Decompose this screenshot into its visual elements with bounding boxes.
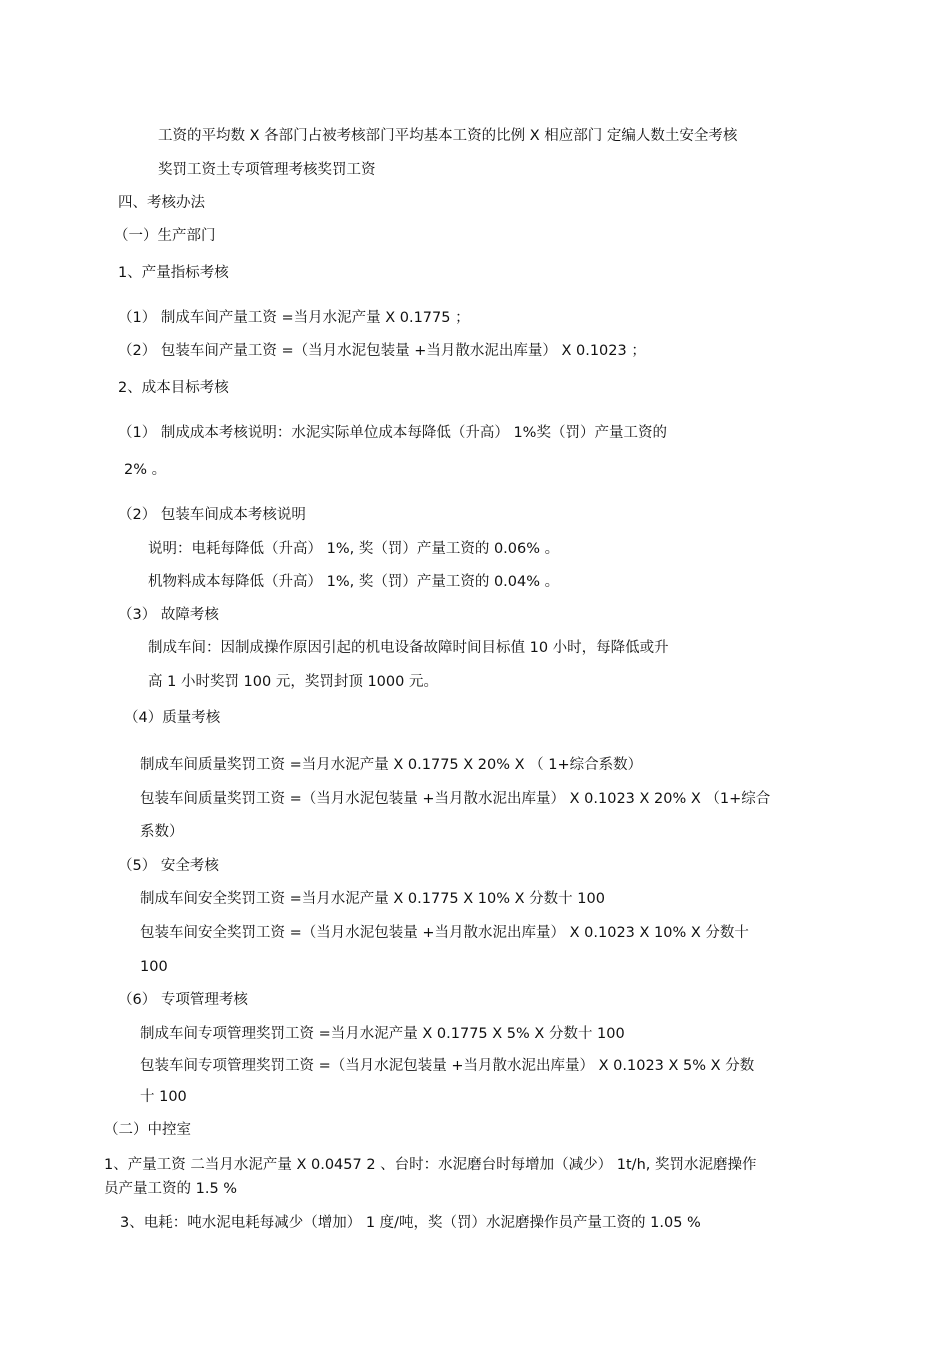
- section-heading: 四、考核办法: [118, 195, 205, 211]
- text-line: 系数）: [140, 824, 184, 840]
- formula-line: （2） 包装车间产量工资 =（当月水泥包装量 +当月散水泥出库量） X 0.1023 ；: [118, 343, 646, 359]
- text-line: 高 1 小时奖罚 100 元，奖罚封顶 1000 元。: [148, 674, 438, 690]
- formula-line: （1） 制成车间产量工资 =当月水泥产量 X 0.1775 ；: [118, 310, 470, 326]
- text-line: 员产量工资的 1.5 %: [104, 1181, 238, 1197]
- text-line: 工资的平均数 X 各部门占被考核部门平均基本工资的比例 X 相应部门 定编人数土安全考核: [158, 128, 738, 144]
- text-line: 1、产量工资 二当月水泥产量 X 0.0457 2 、台时：水泥磨台时每增加（减少） 1t/h, 奖罚水泥磨操作: [104, 1157, 757, 1173]
- subsection-heading: （一）生产部门: [114, 228, 216, 244]
- item-heading: 1、产量指标考核: [118, 265, 229, 281]
- text-line: 十 100: [140, 1089, 187, 1105]
- formula-line: 制成车间专项管理奖罚工资 =当月水泥产量 X 0.1775 X 5% X 分数十 100: [140, 1026, 625, 1042]
- text-line: （3） 故障考核: [118, 607, 219, 623]
- text-line: （5） 安全考核: [118, 858, 219, 874]
- subsection-heading: （二）中控室: [104, 1122, 191, 1138]
- text-line: 机物料成本每降低（升高） 1%, 奖（罚）产量工资的 0.04% 。: [148, 574, 560, 590]
- text-line: （1） 制成成本考核说明：水泥实际单位成本每降低（升高） 1%奖（罚）产量工资的: [118, 425, 667, 441]
- formula-line: 制成车间质量奖罚工资 =当月水泥产量 X 0.1775 X 20% X （ 1+综合系数）: [140, 757, 643, 773]
- text-line: （2） 包装车间成本考核说明: [118, 507, 306, 523]
- text-line: 3、电耗：吨水泥电耗每减少（增加） 1 度/吨，奖（罚）水泥磨操作员产量工资的 1.05 %: [120, 1215, 701, 1231]
- text-line: 2% 。: [124, 462, 167, 478]
- text-line: 说明：电耗每降低（升高） 1%, 奖（罚）产量工资的 0.06% 。: [148, 541, 560, 557]
- text-line: 奖罚工资土专项管理考核奖罚工资: [158, 162, 376, 178]
- text-line: 100: [140, 959, 168, 975]
- text-line: （4）质量考核: [124, 710, 221, 726]
- formula-line: 包装车间质量奖罚工资 =（当月水泥包装量 +当月散水泥出库量） X 0.1023 X 20% X （1+综合: [140, 791, 771, 807]
- formula-line: 包装车间安全奖罚工资 =（当月水泥包装量 +当月散水泥出库量） X 0.1023 X 10% X 分数十: [140, 925, 749, 941]
- formula-line: 包装车间专项管理奖罚工资 =（当月水泥包装量 +当月散水泥出库量） X 0.1023 X 5% X 分数: [140, 1058, 755, 1074]
- formula-line: 制成车间安全奖罚工资 =当月水泥产量 X 0.1775 X 10% X 分数十 100: [140, 891, 605, 907]
- item-heading: 2、成本目标考核: [118, 380, 229, 396]
- text-line: （6） 专项管理考核: [118, 992, 248, 1008]
- text-line: 制成车间：因制成操作原因引起的机电设备故障时间目标值 10 小时，每降低或升: [148, 640, 669, 656]
